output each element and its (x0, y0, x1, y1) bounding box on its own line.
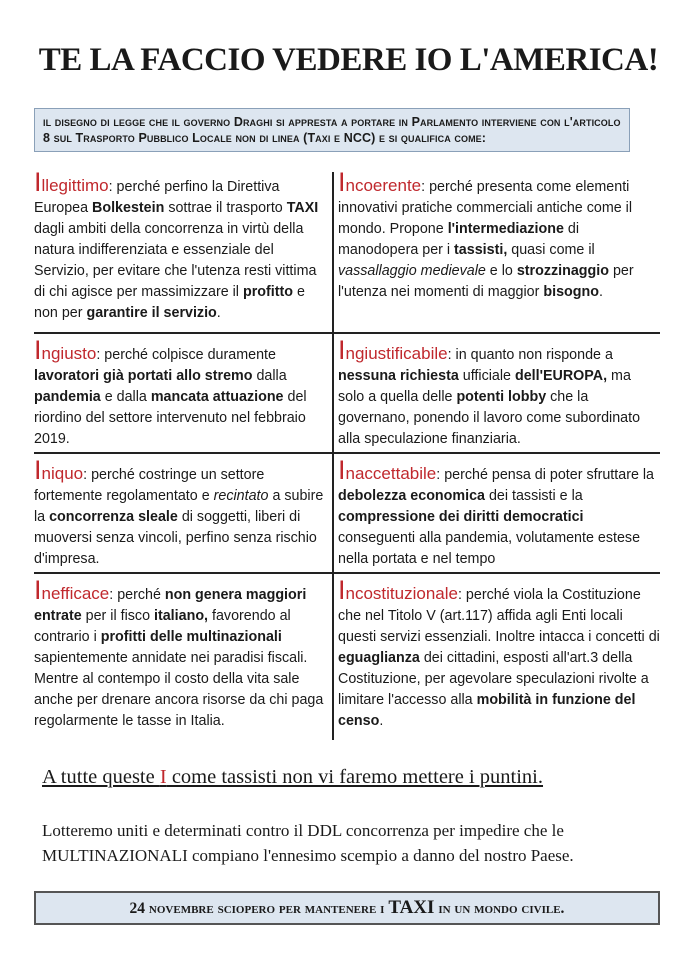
bold-text: concorrenza sleale (49, 509, 178, 525)
bold-text: dell'EUROPA, (514, 368, 608, 384)
text: : perché colpisce duramente (96, 347, 276, 363)
initial-letter: I (34, 575, 42, 605)
text: favorendo al contrario i (34, 608, 291, 645)
text: : perché (109, 587, 165, 603)
bold-text: mobilità in funzione del censo (338, 692, 636, 729)
text: : perché presenta come elementi innovativi pratiche commerciali antiche come il mondo. Propone (338, 179, 633, 237)
text: . (379, 713, 384, 729)
bold-text: mancata attuazione (150, 389, 284, 405)
slogan-text: A tutte queste (42, 766, 160, 788)
bold-text: lavoratori già portati allo stremo (34, 368, 253, 384)
bold-text: Bolkestein (92, 200, 165, 216)
reason-word: ngiustificabile (345, 344, 448, 363)
text: . (598, 284, 603, 300)
reason-word: ngiusto (41, 344, 97, 363)
text: dagli ambiti della concorrenza in virtù della natura indifferenziata e essenziale del Servizio, per evitare che l'utenza resti vittima di chi agisce per massimizzare il (34, 221, 317, 300)
text: : in quanto non risponde a (447, 347, 613, 363)
closing-paragraph: Lotteremo uniti e determinati contro il DDL concorrenza per impedire che le MULTINAZIONALI compiano l'ennesimo scempio a danno del nostro Paese. (42, 821, 574, 865)
text: del riordino del settore intervenuto nel febbraio 2019. (34, 389, 307, 447)
text: per l'utenza nei momenti di maggior (338, 263, 634, 300)
bold-text: italiano, (154, 608, 209, 624)
strike-banner (34, 891, 660, 925)
text: a subire la (34, 488, 324, 525)
text: ma solo a quella delle (338, 368, 631, 405)
bold-text: bisogno (543, 284, 599, 300)
cell-inaccettabile (338, 455, 660, 570)
text: ufficiale (458, 368, 515, 384)
italic-text: recintato (213, 488, 269, 504)
reason-word: llegittimo (41, 176, 109, 195)
bold-text: tassisti, (454, 242, 508, 258)
initial-letter: I (338, 455, 346, 485)
banner-taxi: TAXI (388, 897, 435, 918)
reason-word: nefficace (41, 584, 110, 603)
initial-letter: I (338, 167, 346, 197)
reason-word: niquo (41, 464, 84, 483)
bold-text: potenti lobby (456, 389, 547, 405)
grid-row-1 (34, 167, 660, 334)
initial-letter: I (34, 335, 42, 365)
text: sottrae il trasporto (164, 200, 287, 216)
slogan-red-i: I (159, 766, 167, 788)
bold-text: l'intermediazione (447, 221, 564, 237)
cell-illegittimo (34, 167, 324, 324)
cell-ingiusto (34, 335, 324, 450)
text: per il fisco (81, 608, 154, 624)
text: . (216, 305, 221, 321)
reason-word: naccettabile (345, 464, 437, 483)
text: : perché perfino la Direttiva Europea (34, 179, 280, 216)
cell-inefficace (34, 575, 324, 732)
bold-text: nessuna richiesta (338, 368, 459, 384)
text: sapientemente annidate nei paradisi fiscali. Mentre al contempo il costo della vita sale anche per drenare ancora risorse da chi paga regolarmente le tasse in Italia. (34, 650, 324, 729)
column-divider (332, 574, 334, 740)
text: : perché pensa di poter sfruttare la (436, 467, 655, 483)
bold-text: eguaglianza (338, 650, 420, 666)
bold-text: strozzinaggio (516, 263, 609, 279)
text: conseguenti alla pandemia, volutamente estese nella portata e nel tempo (338, 530, 641, 567)
italic-text: vassallaggio medievale (338, 263, 486, 279)
text: : perché viola la Costituzione che nel Titolo V (art.117) affida agli Enti locali questi servizi essenziali. Inoltre intacca i concetti di (338, 587, 660, 645)
bold-text: profitto (242, 284, 293, 300)
grid-row-4 (34, 574, 660, 740)
text: di manodopera per i (338, 221, 580, 258)
bold-text: profitti delle multinazionali (100, 629, 282, 645)
bold-text: non genera maggiori entrate (34, 587, 307, 624)
text: dalla (252, 368, 287, 384)
cell-incoerente (338, 167, 660, 303)
intro-box: il disegno di legge che il governo Draghi si appresta a portare in Parlamento interviene con l'articolo 8 sul Trasporto Pubblico Locale non di linea (Taxi e NCC) e si qualifica come: (34, 108, 630, 152)
text: dei tassisti e la (484, 488, 583, 504)
initial-letter: I (338, 575, 346, 605)
bold-text: debolezza economica (338, 488, 485, 504)
bold-text: garantire il servizio (86, 305, 217, 321)
text: che la governano, ponendo il lavoro come subordinato alla speculazione finanziaria. (338, 389, 641, 447)
bold-text: TAXI (286, 200, 319, 216)
text: : perché costringe un settore fortemente regolamentato e (34, 467, 265, 504)
reason-word: ncoerente (345, 176, 422, 195)
banner-text: 24 novembre sciopero per mantenere i (129, 900, 389, 917)
cell-incostituzionale (338, 575, 660, 732)
page-title: TE LA FACCIO VEDERE IO L'AMERICA! (38, 42, 659, 78)
bold-text: pandemia (34, 389, 101, 405)
column-divider (332, 172, 334, 332)
grid-row-2 (34, 334, 660, 454)
grid-row-3 (34, 454, 660, 574)
initial-letter: I (34, 167, 42, 197)
banner-text: in un mondo civile. (434, 900, 565, 917)
column-divider (332, 454, 334, 572)
bold-text: compressione dei diritti democratici (338, 509, 584, 525)
column-divider (332, 334, 334, 452)
reason-word: ncostituzionale (345, 584, 458, 603)
initial-letter: I (338, 335, 346, 365)
text: di soggetti, liberi di muoversi senza vincoli, perfino senza rischio d'impresa. (34, 509, 317, 567)
text: e dalla (100, 389, 151, 405)
slogan-text: come tassisti non vi faremo mettere i puntini. (166, 766, 544, 788)
initial-letter: I (34, 455, 42, 485)
cell-ingiustificabile (338, 335, 660, 450)
text: quasi come il (507, 242, 595, 258)
cell-iniquo (34, 455, 324, 570)
text: e lo (485, 263, 517, 279)
slogan (42, 766, 662, 789)
text: dei cittadini, esposti all'art.3 della Costituzione, per agevolare speculazioni rivolte a limitare l'accesso alla (338, 650, 649, 708)
text: e non per (34, 284, 305, 321)
